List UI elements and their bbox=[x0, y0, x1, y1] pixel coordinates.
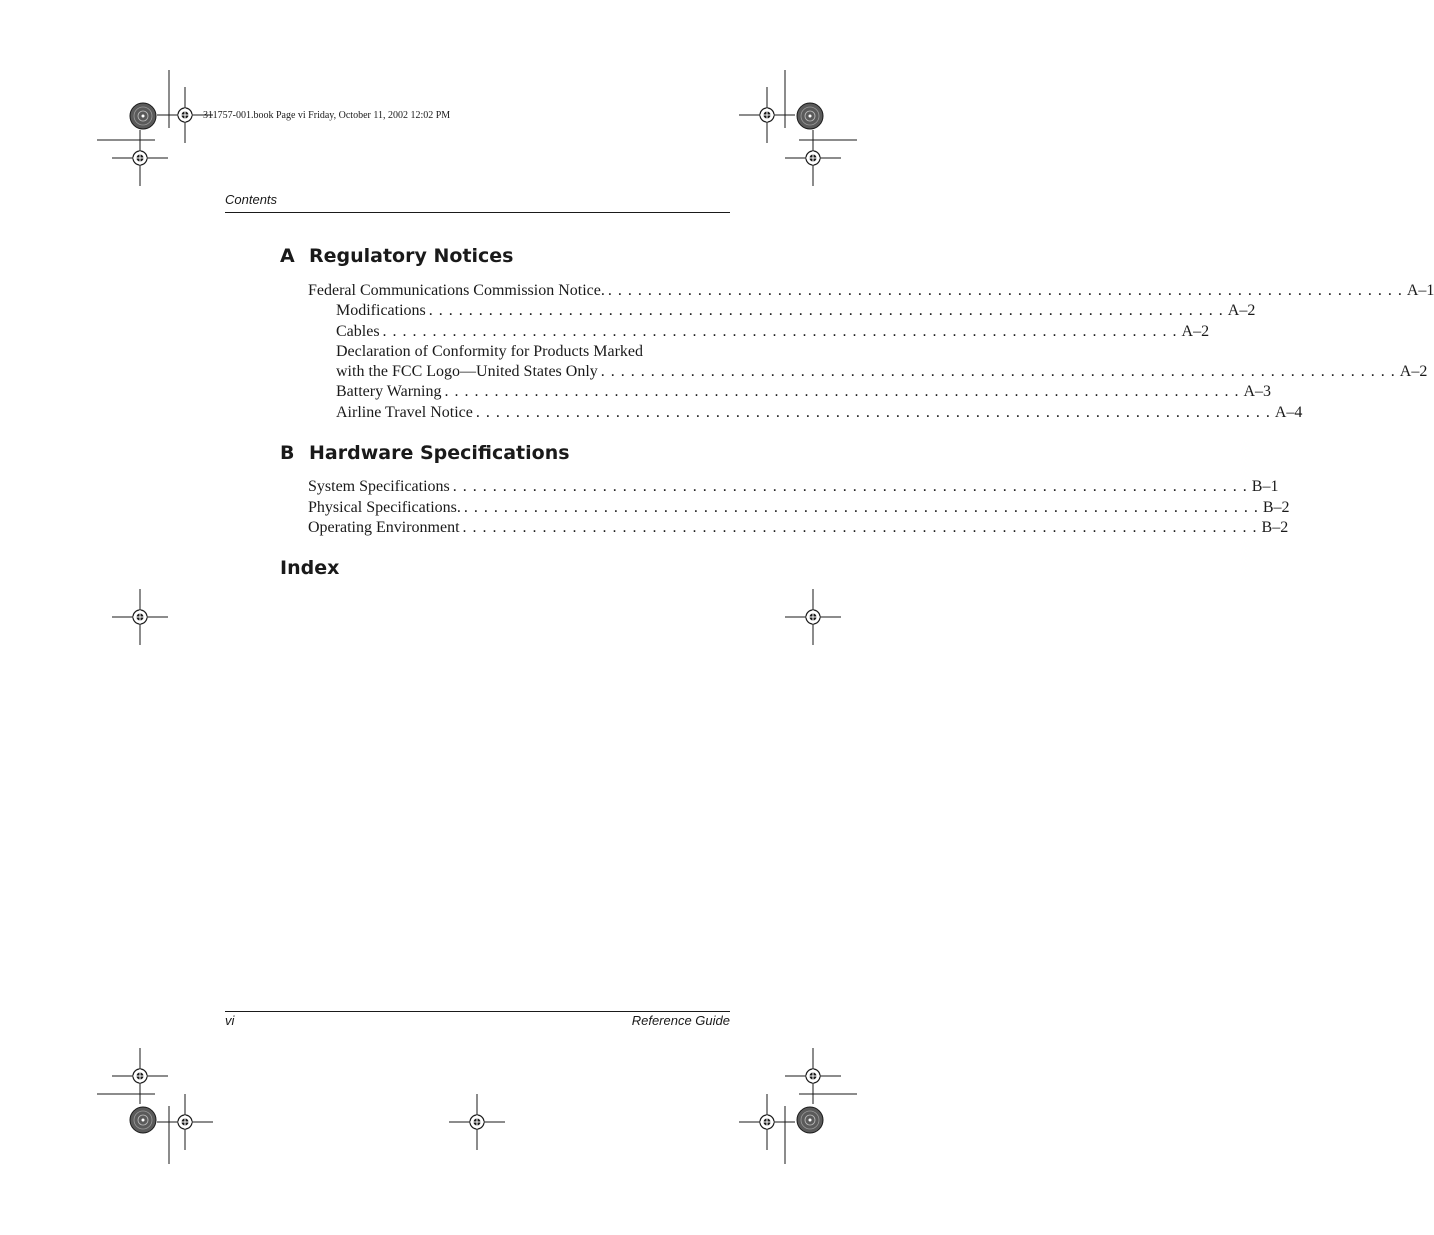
crosshair-mark bbox=[785, 130, 841, 186]
toc-entry-page: B–2 bbox=[1261, 519, 1289, 536]
crosshair-mark bbox=[449, 1094, 505, 1150]
starburst-mark bbox=[130, 1107, 156, 1133]
toc-entry-page: A–2 bbox=[1227, 302, 1256, 319]
toc-entry-airline-travel[interactable] bbox=[336, 403, 1303, 423]
section-heading-hardware-specifications[interactable] bbox=[280, 442, 570, 464]
footer-rule bbox=[225, 1011, 730, 1012]
leader-dots: . . . . . . . . . . . . . . . . . . . . . . . . . . . . . . . . . . . . . . . . . . . . . . . . . . . . . . . . . . . . . . . . . . . . . . . . . . . . . . . . bbox=[428, 302, 1224, 319]
toc-entry-declaration[interactable] bbox=[336, 362, 1428, 382]
crosshair-mark bbox=[112, 1048, 168, 1104]
leader-dots: . . . . . . . . . . . . . . . . . . . . . . . . . . . . . . . . . . . . . . . . . . . . . . . . . . . . . . . . . . . . . . . . . . . . . . . . . . . . . . . . bbox=[462, 519, 1258, 536]
header-rule bbox=[225, 212, 730, 213]
crosshair-mark bbox=[785, 589, 841, 645]
toc-entry-text: Federal Communications Commission Notice. bbox=[308, 282, 605, 299]
running-header: Contents bbox=[225, 192, 278, 207]
toc-entry-text: Airline Travel Notice bbox=[336, 404, 473, 421]
toc-entry-system-specifications[interactable] bbox=[308, 477, 1279, 497]
crosshair-mark bbox=[157, 1094, 213, 1150]
leader-dots: . . . . . . . . . . . . . . . . . . . . . . . . . . . . . . . . . . . . . . . . . . . . . . . . . . . . . . . . . . . . . . . . . . . . . . . . . . . . . . . . bbox=[607, 282, 1403, 299]
section-letter: A bbox=[280, 245, 295, 267]
leader-dots: . . . . . . . . . . . . . . . . . . . . . . . . . . . . . . . . . . . . . . . . . . . . . . . . . . . . . . . . . . . . . . . . . . . . . . . . . . . . . . . . bbox=[382, 323, 1178, 340]
leader-dots: . . . . . . . . . . . . . . . . . . . . . . . . . . . . . . . . . . . . . . . . . . . . . . . . . . . . . . . . . . . . . . . . . . . . . . . . . . . . . . . . bbox=[444, 383, 1240, 400]
crosshair-mark bbox=[785, 1048, 841, 1104]
leader-dots: . . . . . . . . . . . . . . . . . . . . . . . . . . . . . . . . . . . . . . . . . . . . . . . . . . . . . . . . . . . . . . . . . . . . . . . . . . . . . . . . bbox=[463, 499, 1259, 516]
crosshair-mark bbox=[112, 589, 168, 645]
toc-entry-page: A–4 bbox=[1274, 404, 1303, 421]
footer-page-number: vi bbox=[225, 1013, 235, 1028]
toc-entry-text: Battery Warning bbox=[336, 383, 442, 400]
starburst-mark bbox=[130, 103, 156, 129]
toc-entry-fcc-notice[interactable] bbox=[308, 281, 1434, 301]
toc-entry-physical-specifications[interactable] bbox=[308, 498, 1290, 518]
leader-dots: . . . . . . . . . . . . . . . . . . . . . . . . . . . . . . . . . . . . . . . . . . . . . . . . . . . . . . . . . . . . . . . . . . . . . . . . . . . . . . . . bbox=[452, 478, 1248, 495]
toc-entry-text: Cables bbox=[336, 323, 380, 340]
section-title: Hardware Specifications bbox=[309, 442, 570, 464]
crosshair-mark bbox=[112, 130, 168, 186]
toc-entry-text: System Specifications bbox=[308, 478, 450, 495]
toc-entry-modifications[interactable] bbox=[336, 301, 1256, 321]
leader-dots: . . . . . . . . . . . . . . . . . . . . . . . . . . . . . . . . . . . . . . . . . . . . . . . . . . . . . . . . . . . . . . . . . . . . . . . . . . . . . . . . bbox=[475, 404, 1271, 421]
toc-entry-page: A–2 bbox=[1181, 323, 1210, 340]
toc-entry-page: A–1 bbox=[1406, 282, 1434, 299]
section-letter: B bbox=[280, 442, 295, 464]
section-heading-index[interactable]: Index bbox=[280, 557, 340, 579]
toc-entry-cables[interactable] bbox=[336, 322, 1210, 342]
crosshair-mark bbox=[739, 1094, 795, 1150]
starburst-mark bbox=[797, 103, 823, 129]
toc-entry-page: A–3 bbox=[1243, 383, 1272, 400]
file-slug: 311757-001.book Page vi Friday, October 11, 2002 12:02 PM bbox=[203, 110, 451, 121]
footer-title: Reference Guide bbox=[631, 1013, 730, 1028]
toc-entry-text: with the FCC Logo—United States Only bbox=[336, 363, 598, 380]
toc-entry-declaration-line1[interactable]: Declaration of Conformity for Products Marked bbox=[336, 343, 644, 360]
toc-entry-page: B–1 bbox=[1251, 478, 1279, 495]
crosshair-mark bbox=[739, 87, 795, 143]
leader-dots: . . . . . . . . . . . . . . . . . . . . . . . . . . . . . . . . . . . . . . . . . . . . . . . . . . . . . . . . . . . . . . . . . . . . . . . . . . . . . . . . bbox=[600, 363, 1396, 380]
section-title: Regulatory Notices bbox=[309, 245, 514, 267]
toc-entry-text: Modifications bbox=[336, 302, 426, 319]
crop-lines bbox=[97, 70, 857, 1164]
toc-entry-operating-environment[interactable] bbox=[308, 518, 1289, 538]
toc-entry-text: Operating Environment bbox=[308, 519, 460, 536]
toc-entry-page: A–2 bbox=[1399, 363, 1428, 380]
section-heading-regulatory-notices[interactable] bbox=[280, 245, 514, 267]
toc-entry-page: B–2 bbox=[1262, 499, 1290, 516]
starburst-mark bbox=[797, 1107, 823, 1133]
toc-entry-battery-warning[interactable] bbox=[336, 382, 1272, 402]
toc-entry-text: Physical Specifications. bbox=[308, 499, 461, 516]
